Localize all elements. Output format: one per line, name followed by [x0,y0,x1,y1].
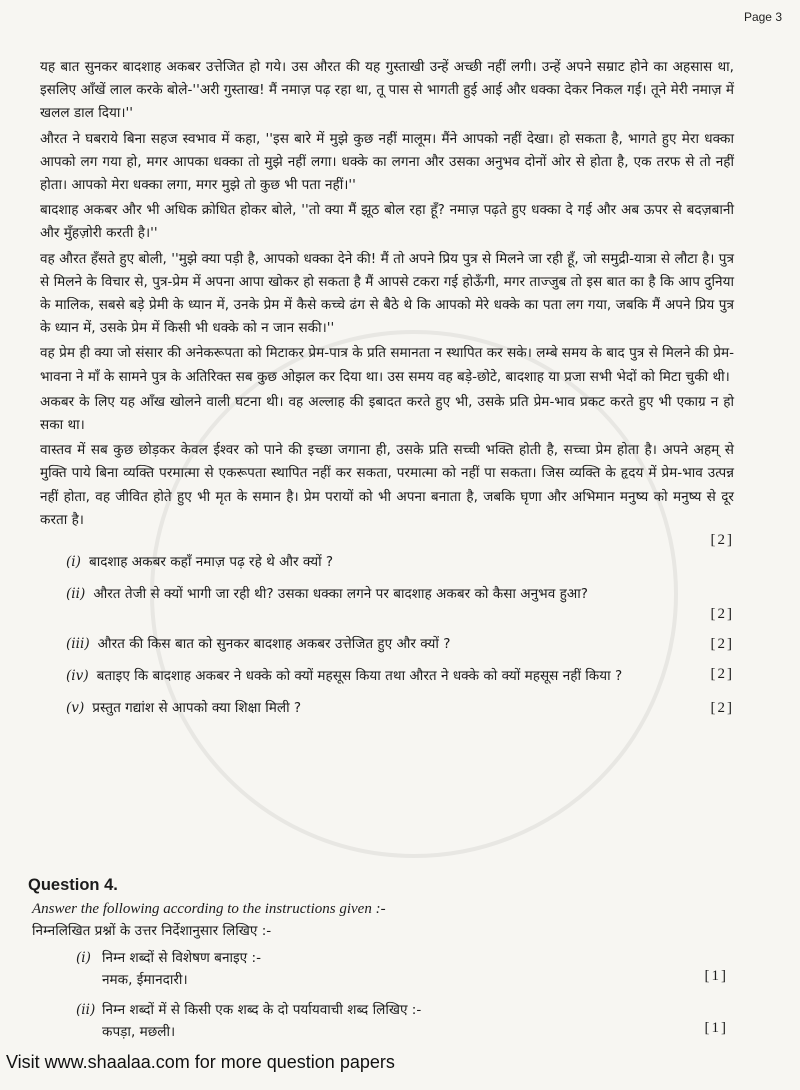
question-item [40,532,734,574]
question-number: (iii) [66,636,90,653]
question-number: (v) [66,700,85,717]
part-text: निम्न शब्दों में से किसी एक शब्द के दो पर्यायवाची शब्द लिखिए :- [102,1002,422,1018]
question-number: (i) [66,554,81,571]
question-text: औरत तेजी से क्यों भागी जा रही थी? उसका धक्का लगने पर बादशाह अकबर को कैसा अनुभव हुआ? [93,586,588,603]
question-text: बताइए कि बादशाह अकबर ने धक्के को क्यों महसूस किया तथा औरत ने धक्के को क्यों महसूस नहीं किया ? [96,668,623,685]
question-item [40,632,734,656]
instruction-english: Answer the following according to the instructions given :- [32,901,386,917]
passage-paragraph-5: वह प्रेम ही क्या जो संसार की अनेकरूपता को मिटाकर प्रेम-पात्र के प्रति समानता न स्थापित कर सके। लम्बे समय के बाद पुत्र से मिलने की प्रेम-भावना ने माँ के सामने पुत्र के अतिरिक्त सब कुछ ओझल कर दिया था। उस समय वह बड़े-छोटे, बादशाह या प्रजा सभी भेदों को मिटा चुकी थी। [40,345,734,385]
passage-paragraph-7: वास्तव में सब कुछ छोड़कर केवल ईश्वर को पाने की इच्छा जगाना ही, उसके प्रति सच्ची भक्ति होती है, सच्चा प्रेम होता है। अपने अहम् से मुक्ति पाये बिना व्यक्ति परमात्मा से एकरूपता स्थापित नहीं कर सकता, परमात्मा को नहीं पा सकता। जिस व्यक्ति के हृदय में प्रेम-भाव उत्पन्न नहीं होता, वह जीवित होते हुए भी मृत के समान है। प्रेम परायों को भी अपना बनाता है, जबकि घृणा और अभिमान मनुष्य को मनुष्य से दूर करता है। [40,442,734,528]
passage-paragraph-2: औरत ने घबराये बिना सहज स्वभाव में कहा, ''इस बारे में मुझे कुछ नहीं मालूम। मैंने आपको नहीं देखा। हो सकता है, भागते हुए मेरा धक्का आपको लग गया हो, मगर आपका धक्का तो मुझे नहीं लगा। धक्के का लगना और उसका अनुभव दोनों ओर से होता है, एक तरफ से तो नहीं होता। आपको मेरा धक्का लगा, मगर मुझे तो कुछ भी पता नहीं।'' [40,130,734,194]
question-item [40,582,734,623]
passage-paragraph-3: बादशाह अकबर और भी अधिक क्रोधित होकर बोले, ''तो क्या मैं झूठ बोल रहा हूँ? नमाज़ पढ़ते हुए धक्का दे गई और अब ऊपर से बदज़बानी और मुँहज़ोरी करती है।'' [40,202,734,242]
question-marks: [2] [710,666,734,683]
part-detail: नमक, ईमानदारी। [102,972,188,988]
passage-paragraph-1: यह बात सुनकर बादशाह अकबर उत्तेजित हो गये। उस औरत की यह गुस्ताखी उन्हें अच्छी नहीं लगी। उन्हें अपने सम्राट होने का अहसास था, इसलिए आँखें लाल करके बोले-''अरी गुस्ताख! मैं नमाज़ पढ़ रहा था, तू पास से भागती हुई आई और धक्का देकर निकल गई। तूने मेरी नमाज़ में खलल डाल दिया।'' [40,59,734,122]
question-item [40,664,734,688]
question-4-part [28,999,728,1043]
question-marks: [2] [710,532,734,549]
part-marks: [1] [704,968,728,984]
question-text: औरत की किस बात को सुनकर बादशाह अकबर उत्तेजित हुए और क्यों ? [97,636,451,653]
question-number: (iv) [66,668,89,685]
page-label: Page 3 [743,10,782,24]
question-text: प्रस्तुत गद्यांश से आपको क्या शिक्षा मिली ? [92,700,302,717]
passage-section [40,56,734,728]
instruction-hindi: निम्नलिखित प्रश्नों के उत्तर निर्देशानुसार लिखिए :- [32,923,272,939]
question-marks: [2] [710,606,734,623]
passage-paragraph-6: अकबर के लिए यह आँख खोलने वाली घटना थी। वह अल्लाह की इबादत करते हुए भी, उसके प्रति प्रेम-भाव प्रकट करते हुए भी एकाग्र न हो सका था। [40,393,734,434]
part-text: निम्न शब्दों से विशेषण बनाइए :- [102,950,262,966]
question-list [40,532,734,720]
question-marks: [2] [710,700,734,717]
question-4-title: Question 4. [28,876,118,894]
part-number: (i) [76,950,91,966]
question-4-section [28,876,728,1051]
question-marks: [2] [710,636,734,653]
part-number: (ii) [76,1002,96,1018]
footer-link-text: Visit www.shaalaa.com for more question papers [6,1052,395,1072]
passage-paragraph-4: वह औरत हँसते हुए बोली, ''मुझे क्या पड़ी है, आपको धक्का देने की! मैं तो अपने प्रिय पुत्र से मिलने जा रही हूँ, जो समुद्री-यात्रा से लौटा है। पुत्र से मिलने के विचार से, पुत्र-प्रेम में अपना आपा खोकर हो सकता है मैं आपसे टकरा गई होऊँगी, मगर ताज्जुब तो इस बात का है कि आप दुनिया के मालिक, सबसे बड़े प्रेमी के ध्यान में, उनके प्रेम में कैसे कच्चे ढंग से बैठे थे कि आपको मेरे धक्के का पता लग गया, जबकि मैं अपने प्रिय पुत्र के ध्यान में, उसके प्रेम में किसी भी धक्के को न जान सकी।'' [40,250,734,337]
question-item [40,696,734,720]
part-marks: [1] [704,1020,728,1036]
question-number: (ii) [66,586,86,603]
part-detail: कपड़ा, मछली। [102,1024,176,1040]
question-text: बादशाह अकबर कहाँ नमाज़ पढ़ रहे थे और क्यों ? [88,554,334,571]
question-4-part [28,947,728,991]
